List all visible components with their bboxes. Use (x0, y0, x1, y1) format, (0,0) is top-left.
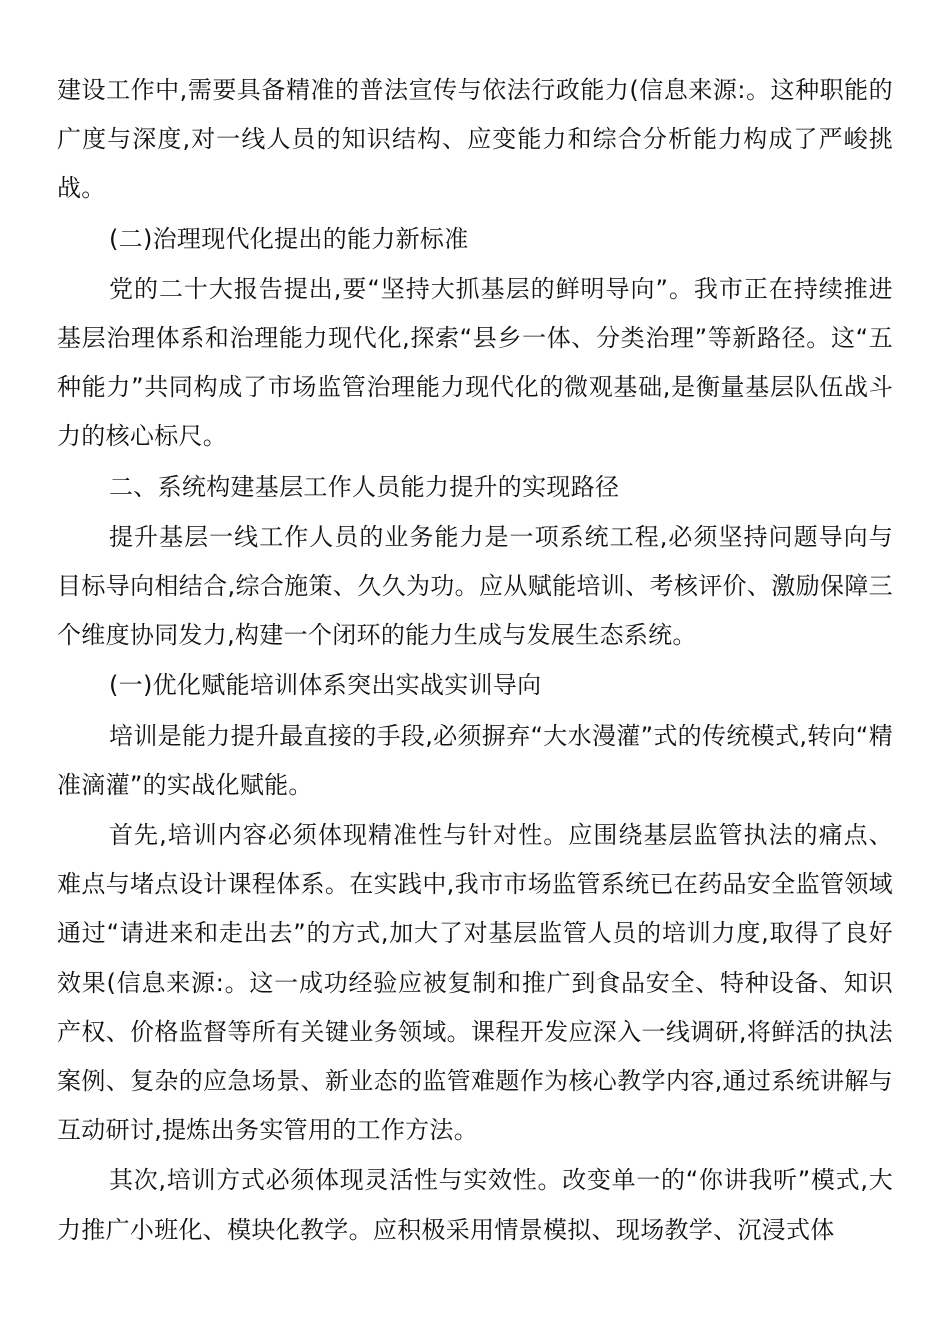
paragraph-training-method: 其次,培训方式必须体现灵活性与实效性。改变单一的“你讲我听”模式,大力推广小班化、模块化教学。应积极采用情景模拟、现场教学、沉浸式体 (57, 1166, 893, 1244)
paragraph-training-content: 首先,培训内容必须体现精准性与针对性。应围绕基层监管执法的痛点、难点与堵点设计课程体系。在实践中,我市市场监管系统已在药品安全监管领域通过“请进来和走出去”的方式,加大了对基层监管人员的培训力度,取得了良好效果(信息来源:。这一成功经验应被复制和推广到食品安全、特种设备、知识产权、价格监督等所有关键业务领域。课程开发应深入一线调研,将鲜活的执法案例、复杂的应急场景、新业态的监管难题作为核心教学内容,通过系统讲解与互动研讨,提炼出务实管用的工作方法。 (57, 821, 893, 1145)
paragraph-system-engineering: 提升基层一线工作人员的业务能力是一项系统工程,必须坚持问题导向与目标导向相结合,综合施策、久久为功。应从赋能培训、考核评价、激励保障三个维度协同发力,构建一个闭环的能力生成与发展生态系统。 (57, 522, 893, 650)
subheading-governance-modernization: (二)治理现代化提出的能力新标准 (109, 224, 469, 253)
section-heading-implementation-path: 二、系统构建基层工作人员能力提升的实现路径 (109, 472, 620, 501)
subheading-training-system: (一)优化赋能培训体系突出实战实训导向 (109, 671, 542, 700)
paragraph-continuation: 建设工作中,需要具备精准的普法宣传与依法行政能力(信息来源:。这种职能的广度与深度,对一线人员的知识结构、应变能力和综合分析能力构成了严峻挑战。 (57, 76, 893, 203)
paragraph-party-report: 党的二十大报告提出,要“坚持大抓基层的鲜明导向”。我市正在持续推进基层治理体系和治理能力现代化,探索“县乡一体、分类治理”等新路径。这“五种能力”共同构成了市场监管治理能力现代化的微观基础,是衡量基层队伍战斗力的核心标尺。 (57, 274, 893, 451)
document-body (57, 66, 893, 1255)
paragraph-training-approach: 培训是能力提升最直接的手段,必须摒弃“大水漫灌”式的传统模式,转向“精准滴灌”的实战化赋能。 (57, 721, 893, 799)
